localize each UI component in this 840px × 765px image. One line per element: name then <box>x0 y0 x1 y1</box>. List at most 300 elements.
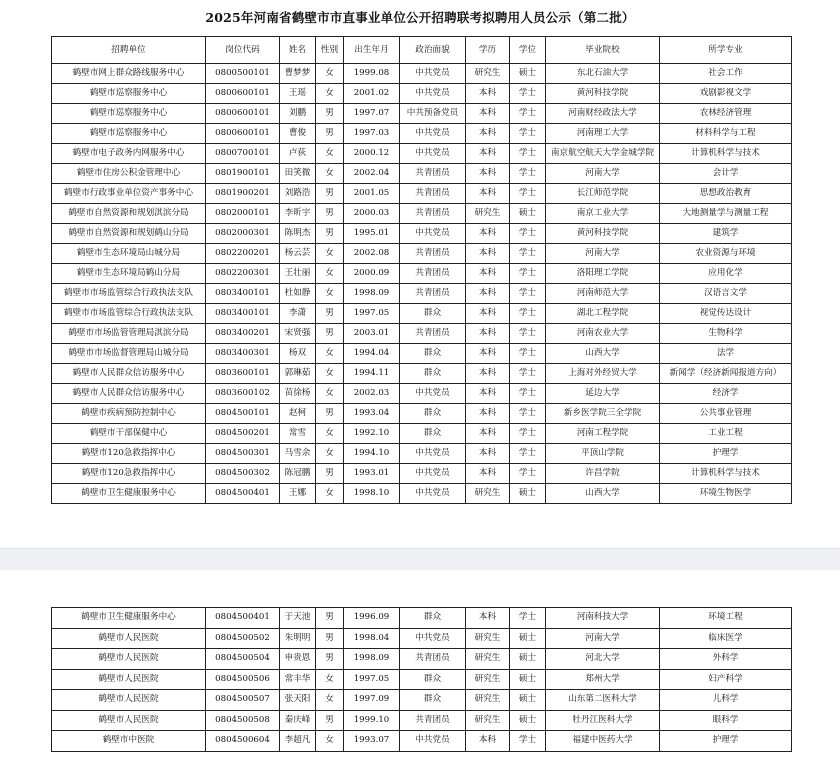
cell-birth: 1998.04 <box>344 628 400 649</box>
cell-political-status: 中共党员 <box>400 144 466 164</box>
cell-major: 建筑学 <box>660 224 792 244</box>
cell-birth: 1994.04 <box>344 344 400 364</box>
table-row <box>52 64 792 84</box>
cell-birth: 1994.10 <box>344 444 400 464</box>
cell-major: 工业工程 <box>660 424 792 444</box>
cell-major: 外科学 <box>660 649 792 670</box>
cell-unit: 鹤壁市人民医院 <box>52 710 206 731</box>
cell-degree: 学士 <box>510 324 546 344</box>
cell-major: 公共事业管理 <box>660 404 792 424</box>
cell-gender: 男 <box>316 649 344 670</box>
cell-unit: 鹤壁市电子政务内网服务中心 <box>52 144 206 164</box>
cell-political-status: 中共党员 <box>400 628 466 649</box>
cell-name: 张天阳 <box>280 690 316 711</box>
header-degree: 学位 <box>510 37 546 64</box>
cell-unit: 鹤壁市市场监管综合行政执法支队 <box>52 304 206 324</box>
cell-name: 秦庆峰 <box>280 710 316 731</box>
cell-unit: 鹤壁市人民医院 <box>52 649 206 670</box>
cell-major: 材料科学与工程 <box>660 124 792 144</box>
cell-major: 汉语言文学 <box>660 284 792 304</box>
table-row <box>52 344 792 364</box>
cell-gender: 女 <box>316 164 344 184</box>
cell-position-code: 0804500201 <box>206 424 280 444</box>
cell-political-status: 群众 <box>400 304 466 324</box>
table-row <box>52 144 792 164</box>
cell-birth: 2002.03 <box>344 384 400 404</box>
cell-name: 常丰华 <box>280 669 316 690</box>
cell-position-code: 0804500506 <box>206 669 280 690</box>
cell-degree: 学士 <box>510 84 546 104</box>
cell-school: 山西大学 <box>546 344 660 364</box>
cell-position-code: 0800600101 <box>206 84 280 104</box>
cell-position-code: 0802000101 <box>206 204 280 224</box>
cell-political-status: 群众 <box>400 344 466 364</box>
table-row <box>52 184 792 204</box>
cell-education: 本科 <box>466 284 510 304</box>
cell-gender: 男 <box>316 204 344 224</box>
cell-major: 眼科学 <box>660 710 792 731</box>
cell-major: 妇产科学 <box>660 669 792 690</box>
cell-gender: 女 <box>316 484 344 504</box>
table-row <box>52 124 792 144</box>
cell-position-code: 0802000301 <box>206 224 280 244</box>
cell-gender: 女 <box>316 144 344 164</box>
cell-major: 儿科学 <box>660 690 792 711</box>
cell-major: 护理学 <box>660 444 792 464</box>
cell-degree: 硕士 <box>510 64 546 84</box>
cell-unit: 鹤壁市人民医院 <box>52 690 206 711</box>
header-gender: 性别 <box>316 37 344 64</box>
cell-birth: 2003.01 <box>344 324 400 344</box>
cell-major: 临床医学 <box>660 628 792 649</box>
cell-position-code: 0804500301 <box>206 444 280 464</box>
cell-gender: 女 <box>316 731 344 752</box>
cell-school: 南京航空航天大学金城学院 <box>546 144 660 164</box>
cell-gender: 女 <box>316 64 344 84</box>
cell-education: 本科 <box>466 364 510 384</box>
table-row <box>52 649 792 670</box>
cell-degree: 学士 <box>510 264 546 284</box>
cell-position-code: 0803600102 <box>206 384 280 404</box>
cell-birth: 2000.12 <box>344 144 400 164</box>
cell-school: 东北石油大学 <box>546 64 660 84</box>
cell-gender: 男 <box>316 324 344 344</box>
cell-major: 计算机科学与技术 <box>660 144 792 164</box>
cell-political-status: 共青团员 <box>400 264 466 284</box>
table-row <box>52 669 792 690</box>
cell-major: 生物科学 <box>660 324 792 344</box>
cell-education: 研究生 <box>466 669 510 690</box>
cell-birth: 1997.05 <box>344 304 400 324</box>
cell-name: 王娜 <box>280 484 316 504</box>
cell-name: 赵柯 <box>280 404 316 424</box>
cell-name: 曹梦梦 <box>280 64 316 84</box>
cell-degree: 硕士 <box>510 204 546 224</box>
cell-position-code: 0804500504 <box>206 649 280 670</box>
cell-school: 河南大学 <box>546 628 660 649</box>
page-gap <box>0 548 840 572</box>
cell-unit: 鹤壁市生态环境局鹤山分局 <box>52 264 206 284</box>
cell-school: 上海对外经贸大学 <box>546 364 660 384</box>
cell-major: 农业资源与环境 <box>660 244 792 264</box>
cell-unit: 鹤壁市生态环境局山城分局 <box>52 244 206 264</box>
cell-political-status: 共青团员 <box>400 710 466 731</box>
cell-position-code: 0804500507 <box>206 690 280 711</box>
cell-education: 研究生 <box>466 649 510 670</box>
cell-position-code: 0802200201 <box>206 244 280 264</box>
cell-education: 研究生 <box>466 628 510 649</box>
cell-political-status: 共青团员 <box>400 184 466 204</box>
cell-education: 本科 <box>466 224 510 244</box>
table-header-row <box>52 37 792 64</box>
cell-school: 河南农业大学 <box>546 324 660 344</box>
cell-education: 研究生 <box>466 690 510 711</box>
cell-gender: 男 <box>316 464 344 484</box>
table-row <box>52 628 792 649</box>
cell-degree: 学士 <box>510 224 546 244</box>
cell-name: 王壮丽 <box>280 264 316 284</box>
cell-major: 环境工程 <box>660 608 792 629</box>
cell-name: 杨云芸 <box>280 244 316 264</box>
header-political-status: 政治面貌 <box>400 37 466 64</box>
cell-political-status: 中共党员 <box>400 84 466 104</box>
cell-position-code: 0801900101 <box>206 164 280 184</box>
cell-name: 曹俊 <box>280 124 316 144</box>
cell-gender: 男 <box>316 104 344 124</box>
cell-school: 河南师范大学 <box>546 284 660 304</box>
cell-political-status: 中共党员 <box>400 484 466 504</box>
cell-major: 社会工作 <box>660 64 792 84</box>
cell-degree: 学士 <box>510 384 546 404</box>
table-row <box>52 731 792 752</box>
cell-major: 戏剧影视文学 <box>660 84 792 104</box>
cell-political-status: 群众 <box>400 669 466 690</box>
cell-major: 应用化学 <box>660 264 792 284</box>
cell-school: 延边大学 <box>546 384 660 404</box>
cell-school: 黄河科技学院 <box>546 84 660 104</box>
cell-unit: 鹤壁市120急救指挥中心 <box>52 464 206 484</box>
table-row <box>52 464 792 484</box>
cell-birth: 1998.10 <box>344 484 400 504</box>
document-title: 2025年河南省鹤壁市市直事业单位公开招聘联考拟聘用人员公示（第二批） <box>205 10 635 25</box>
cell-school: 南京工业大学 <box>546 204 660 224</box>
cell-education: 研究生 <box>466 710 510 731</box>
cell-unit: 鹤壁市自然资源和规划淇滨分局 <box>52 204 206 224</box>
cell-gender: 男 <box>316 628 344 649</box>
cell-position-code: 0801900201 <box>206 184 280 204</box>
cell-gender: 男 <box>316 304 344 324</box>
cell-position-code: 0803400201 <box>206 324 280 344</box>
cell-degree: 学士 <box>510 731 546 752</box>
table-row <box>52 404 792 424</box>
cell-political-status: 中共党员 <box>400 124 466 144</box>
cell-position-code: 0804500401 <box>206 484 280 504</box>
cell-major: 新闻学（经济新闻报道方向） <box>660 364 792 384</box>
cell-degree: 学士 <box>510 464 546 484</box>
cell-gender: 女 <box>316 244 344 264</box>
cell-position-code: 0800700101 <box>206 144 280 164</box>
cell-school: 河南理工大学 <box>546 124 660 144</box>
cell-name: 陈明杰 <box>280 224 316 244</box>
header-major: 所学专业 <box>660 37 792 64</box>
cell-education: 本科 <box>466 144 510 164</box>
cell-unit: 鹤壁市住房公积金管理中心 <box>52 164 206 184</box>
cell-unit: 鹤壁市行政事业单位资产事务中心 <box>52 184 206 204</box>
cell-gender: 女 <box>316 344 344 364</box>
cell-education: 研究生 <box>466 64 510 84</box>
cell-birth: 1993.01 <box>344 464 400 484</box>
cell-political-status: 群众 <box>400 364 466 384</box>
cell-unit: 鹤壁市中医院 <box>52 731 206 752</box>
cell-name: 杨双 <box>280 344 316 364</box>
cell-name: 李昕宇 <box>280 204 316 224</box>
cell-education: 本科 <box>466 164 510 184</box>
cell-political-status: 中共党员 <box>400 64 466 84</box>
cell-birth: 1994.11 <box>344 364 400 384</box>
table-row <box>52 444 792 464</box>
cell-unit: 鹤壁市疾病预防控制中心 <box>52 404 206 424</box>
cell-unit: 鹤壁市干部保健中心 <box>52 424 206 444</box>
cell-education: 本科 <box>466 264 510 284</box>
table-row <box>52 690 792 711</box>
cell-degree: 学士 <box>510 284 546 304</box>
header-name: 姓名 <box>280 37 316 64</box>
cell-position-code: 0803400301 <box>206 344 280 364</box>
cell-birth: 1997.07 <box>344 104 400 124</box>
table-row <box>52 104 792 124</box>
cell-education: 本科 <box>466 84 510 104</box>
cell-education: 本科 <box>466 244 510 264</box>
cell-school: 新乡医学院三全学院 <box>546 404 660 424</box>
cell-political-status: 中共党员 <box>400 384 466 404</box>
cell-degree: 硕士 <box>510 484 546 504</box>
cell-birth: 1999.08 <box>344 64 400 84</box>
cell-political-status: 共青团员 <box>400 649 466 670</box>
cell-name: 常雪 <box>280 424 316 444</box>
cell-political-status: 共青团员 <box>400 244 466 264</box>
cell-gender: 男 <box>316 608 344 629</box>
cell-position-code: 0804500502 <box>206 628 280 649</box>
cell-birth: 2002.08 <box>344 244 400 264</box>
cell-degree: 硕士 <box>510 649 546 670</box>
cell-birth: 2002.04 <box>344 164 400 184</box>
cell-birth: 1997.05 <box>344 669 400 690</box>
cell-unit: 鹤壁市自然资源和规划鹤山分局 <box>52 224 206 244</box>
cell-name: 李潇 <box>280 304 316 324</box>
cell-position-code: 0802200301 <box>206 264 280 284</box>
header-position-code: 岗位代码 <box>206 37 280 64</box>
header-unit: 招聘单位 <box>52 37 206 64</box>
cell-unit: 鹤壁市120急救指挥中心 <box>52 444 206 464</box>
cell-position-code: 0800600101 <box>206 104 280 124</box>
cell-birth: 2001.05 <box>344 184 400 204</box>
table-row <box>52 364 792 384</box>
cell-major: 会计学 <box>660 164 792 184</box>
cell-position-code: 0804500401 <box>206 608 280 629</box>
cell-name: 马雪余 <box>280 444 316 464</box>
cell-school: 山东第二医科大学 <box>546 690 660 711</box>
cell-birth: 1996.09 <box>344 608 400 629</box>
cell-school: 黄河科技学院 <box>546 224 660 244</box>
cell-political-status: 中共预备党员 <box>400 104 466 124</box>
table-row <box>52 484 792 504</box>
table-row <box>52 244 792 264</box>
header-school: 毕业院校 <box>546 37 660 64</box>
cell-birth: 2000.03 <box>344 204 400 224</box>
cell-degree: 学士 <box>510 608 546 629</box>
cell-unit: 鹤壁市巡察服务中心 <box>52 124 206 144</box>
cell-position-code: 0804500604 <box>206 731 280 752</box>
cell-degree: 学士 <box>510 344 546 364</box>
cell-education: 本科 <box>466 344 510 364</box>
cell-degree: 硕士 <box>510 690 546 711</box>
cell-education: 本科 <box>466 324 510 344</box>
cell-education: 本科 <box>466 464 510 484</box>
cell-school: 牡丹江医科大学 <box>546 710 660 731</box>
cell-degree: 硕士 <box>510 669 546 690</box>
cell-school: 湖北工程学院 <box>546 304 660 324</box>
cell-major: 环境生物医学 <box>660 484 792 504</box>
cell-education: 本科 <box>466 184 510 204</box>
table-row <box>52 304 792 324</box>
table-row <box>52 284 792 304</box>
cell-unit: 鹤壁市人民医院 <box>52 669 206 690</box>
cell-education: 研究生 <box>466 204 510 224</box>
cell-degree: 学士 <box>510 304 546 324</box>
cell-name: 朱明明 <box>280 628 316 649</box>
cell-gender: 男 <box>316 710 344 731</box>
cell-name: 刘路浩 <box>280 184 316 204</box>
cell-name: 刘鹏 <box>280 104 316 124</box>
cell-name: 于天池 <box>280 608 316 629</box>
cell-political-status: 共青团员 <box>400 324 466 344</box>
cell-name: 宋贤强 <box>280 324 316 344</box>
cell-degree: 学士 <box>510 104 546 124</box>
cell-gender: 女 <box>316 364 344 384</box>
cell-school: 长江师范学院 <box>546 184 660 204</box>
cell-political-status: 中共党员 <box>400 224 466 244</box>
cell-political-status: 共青团员 <box>400 164 466 184</box>
recruitment-table-page-2 <box>51 607 792 752</box>
cell-degree: 学士 <box>510 164 546 184</box>
cell-degree: 硕士 <box>510 628 546 649</box>
cell-gender: 女 <box>316 444 344 464</box>
cell-school: 郑州大学 <box>546 669 660 690</box>
cell-political-status: 共青团员 <box>400 284 466 304</box>
cell-birth: 2001.02 <box>344 84 400 104</box>
cell-unit: 鹤壁市网上群众路线服务中心 <box>52 64 206 84</box>
table-row <box>52 224 792 244</box>
cell-unit: 鹤壁市卫生健康服务中心 <box>52 484 206 504</box>
cell-name: 卢荻 <box>280 144 316 164</box>
cell-major: 大地测量学与测量工程 <box>660 204 792 224</box>
cell-gender: 女 <box>316 424 344 444</box>
table-row <box>52 324 792 344</box>
cell-degree: 学士 <box>510 444 546 464</box>
cell-education: 本科 <box>466 424 510 444</box>
table-row <box>52 164 792 184</box>
cell-unit: 鹤壁市人民群众信访服务中心 <box>52 384 206 404</box>
cell-position-code: 0800500101 <box>206 64 280 84</box>
header-birth: 出生年月 <box>344 37 400 64</box>
cell-unit: 鹤壁市巡察服务中心 <box>52 84 206 104</box>
cell-birth: 2000.09 <box>344 264 400 284</box>
cell-school: 许昌学院 <box>546 464 660 484</box>
table-row <box>52 710 792 731</box>
cell-birth: 1993.07 <box>344 731 400 752</box>
cell-education: 本科 <box>466 104 510 124</box>
cell-name: 苗徐杨 <box>280 384 316 404</box>
cell-education: 本科 <box>466 444 510 464</box>
cell-unit: 鹤壁市市场监管管理局淇滨分局 <box>52 324 206 344</box>
cell-political-status: 群众 <box>400 608 466 629</box>
cell-school: 河南财经政法大学 <box>546 104 660 124</box>
cell-school: 洛阳理工学院 <box>546 264 660 284</box>
cell-major: 农林经济管理 <box>660 104 792 124</box>
table-row <box>52 204 792 224</box>
cell-birth: 1999.10 <box>344 710 400 731</box>
cell-education: 本科 <box>466 404 510 424</box>
cell-name: 陈冠鹏 <box>280 464 316 484</box>
cell-political-status: 群众 <box>400 404 466 424</box>
cell-degree: 学士 <box>510 364 546 384</box>
cell-school: 平顶山学院 <box>546 444 660 464</box>
cell-unit: 鹤壁市人民医院 <box>52 628 206 649</box>
cell-unit: 鹤壁市巡察服务中心 <box>52 104 206 124</box>
cell-unit: 鹤壁市人民群众信访服务中心 <box>52 364 206 384</box>
cell-major: 护理学 <box>660 731 792 752</box>
cell-degree: 学士 <box>510 404 546 424</box>
cell-birth: 1993.04 <box>344 404 400 424</box>
cell-degree: 学士 <box>510 244 546 264</box>
cell-name: 郭琳茹 <box>280 364 316 384</box>
cell-position-code: 0803400101 <box>206 304 280 324</box>
cell-position-code: 0803400101 <box>206 284 280 304</box>
recruitment-table-page-1 <box>51 36 792 504</box>
cell-position-code: 0804500508 <box>206 710 280 731</box>
cell-political-status: 中共党员 <box>400 464 466 484</box>
cell-birth: 1998.09 <box>344 649 400 670</box>
cell-gender: 女 <box>316 669 344 690</box>
cell-gender: 女 <box>316 284 344 304</box>
cell-name: 王瑶 <box>280 84 316 104</box>
cell-school: 山西大学 <box>546 484 660 504</box>
cell-degree: 学士 <box>510 144 546 164</box>
cell-political-status: 中共党员 <box>400 444 466 464</box>
cell-gender: 男 <box>316 224 344 244</box>
cell-gender: 男 <box>316 124 344 144</box>
cell-birth: 1992.10 <box>344 424 400 444</box>
cell-school: 福建中医药大学 <box>546 731 660 752</box>
cell-education: 本科 <box>466 731 510 752</box>
cell-position-code: 0800600101 <box>206 124 280 144</box>
cell-position-code: 0804500101 <box>206 404 280 424</box>
cell-education: 本科 <box>466 304 510 324</box>
table-row <box>52 608 792 629</box>
cell-gender: 男 <box>316 184 344 204</box>
cell-education: 本科 <box>466 384 510 404</box>
cell-name: 李超凡 <box>280 731 316 752</box>
table-row <box>52 84 792 104</box>
cell-gender: 女 <box>316 264 344 284</box>
table-row <box>52 424 792 444</box>
cell-degree: 学士 <box>510 424 546 444</box>
cell-name: 申贵恩 <box>280 649 316 670</box>
cell-position-code: 0803600101 <box>206 364 280 384</box>
cell-birth: 1995.01 <box>344 224 400 244</box>
header-education: 学历 <box>466 37 510 64</box>
document-page-2 <box>0 570 840 765</box>
